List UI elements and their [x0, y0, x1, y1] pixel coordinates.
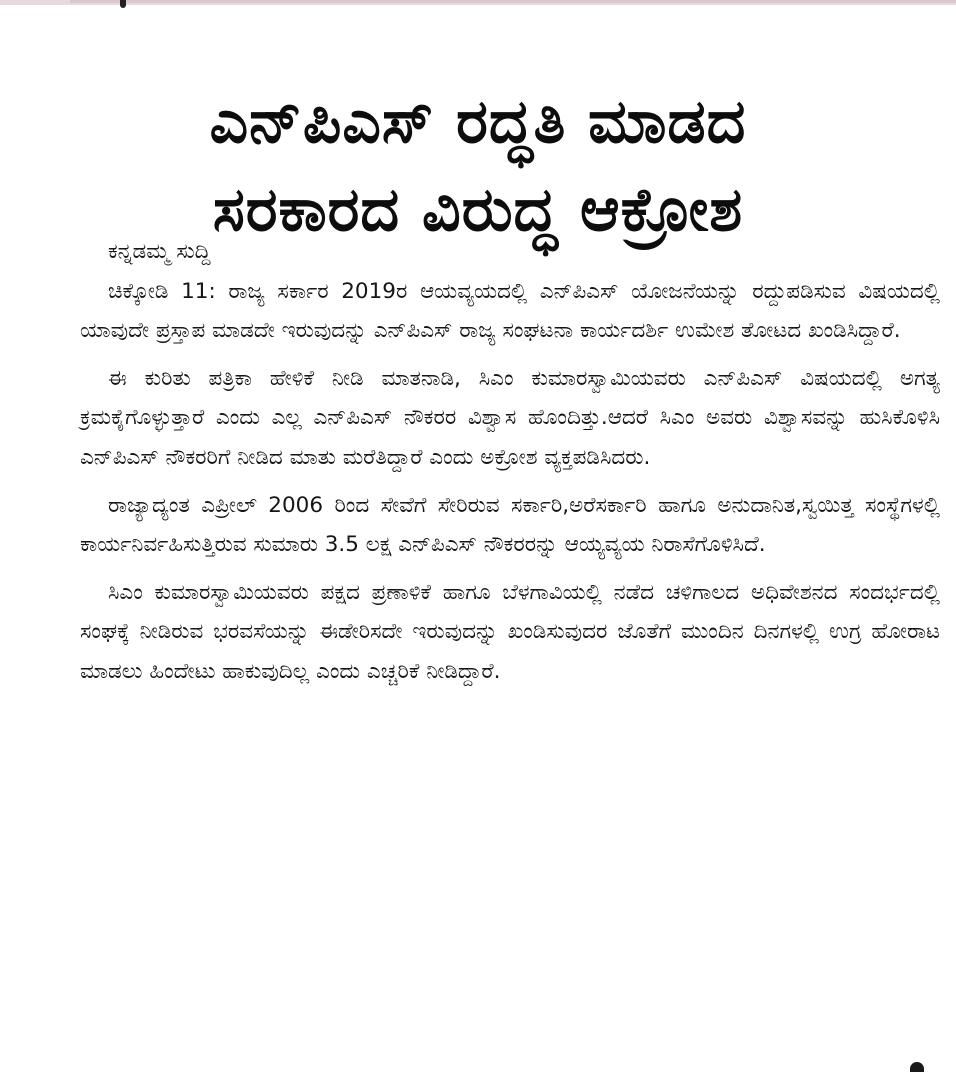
top-border-rule: [0, 0, 956, 5]
byline: ಕನ್ನಡಮ್ಮ ಸುದ್ದಿ: [108, 239, 211, 264]
headline-line-1: ಎನ್‌ಪಿಎಸ್ ರದ್ಧತಿ ಮಾಡದ: [209, 87, 747, 158]
headline: [60, 78, 896, 254]
clipping-fragment: [120, 0, 126, 8]
article-paragraph-4: ಸಿಎಂ ಕುಮಾರಸ್ವಾಮಿಯವರು ಪಕ್ಷದ ಪ್ರಣಾಳಿಕೆ ಹಾಗೂ ಬೆಳಗಾವಿಯಲ್ಲಿ ನಡೆದ ಚಳಿಗಾಲದ ಅಧಿವೇಶನದ ಸಂದರ್ಭದಲ್ಲಿ ಸಂಘಕ್ಕೆ ನೀಡಿರುವ ಭರವಸೆಯನ್ನು ಈಡೇರಿಸದೇ ಇರುವುದನ್ನು ಖಂಡಿಸುವುದರ ಜೊತೆಗೆ ಮುಂದಿನ ದಿನಗಳಲ್ಲಿ ಉಗ್ರ ಹೋರಾಟ ಮಾಡಲು ಹಿಂದೇಟು ಹಾಕುವುದಿಲ್ಲ ಎಂದು ಎಚ್ಚರಿಕೆ ನೀಡಿದ್ದಾರೆ.: [80, 579, 940, 684]
headline-line-2: ಸರಕಾರದ ವಿರುದ್ಧ ಆಕ್ರೋಶ: [212, 175, 744, 246]
article-body: [80, 232, 940, 700]
article-paragraph-2: ಈ ಕುರಿತು ಪತ್ರಿಕಾ ಹೇಳಿಕೆ ನೀಡಿ ಮಾತನಾಡಿ, ಸಿಎಂ ಕುಮಾರಸ್ವಾಮಿಯವರು ಎನ್‌ಪಿಎಸ್ ವಿಷಯದಲ್ಲಿ ಅಗತ್ಯ ಕ್ರಮಕೈಗೊಳ್ಳುತ್ತಾರೆ ಎಂದು ಎಲ್ಲ ಎನ್‌ಪಿಎಸ್ ನೌಕರರ ವಿಶ್ವಾಸ ಹೊಂದಿತ್ತು.ಆದರೆ ಸಿಎಂ ಅವರು ವಿಶ್ವಾಸವನ್ನು ಹುಸಿಕೊಳಿಸಿ ಎನ್‌ಪಿಎಸ್ ನೌಕರರಿಗೆ ನೀಡಿದ ಮಾತು ಮರೆತಿದ್ದಾರೆ ಎಂದು ಅಕ್ರೋಶ ವ್ಯಕ್ತಪಡಿಸಿದರು.: [80, 365, 940, 470]
article-paragraph-3: ರಾಜ್ಯಾದ್ಯಂತ ಎಪ್ರೀಲ್ 2006 ರಿಂದ ಸೇವೆಗೆ ಸೇರಿರುವ ಸರ್ಕಾರಿ,ಅರೆಸರ್ಕಾರಿ ಹಾಗೂ ಅನುದಾನಿತ,ಸ್ವಯಿತ್ತ ಸಂಸ್ಥೆಗಳಲ್ಲಿ ಕಾರ್ಯನಿರ್ವಹಿಸುತ್ತಿರುವ ಸುಮಾರು 3.5 ಲಕ್ಷ ಎನ್‌ಪಿಎಸ್ ನೌಕರರನ್ನು ಆಯ್ಯವ್ಯಯ ನಿರಾಸೆಗೊಳಿಸಿದೆ.: [80, 492, 940, 558]
article-paragraph-1: ಚಿಕ್ಕೋಡಿ 11: ರಾಜ್ಯ ಸರ್ಕಾರ 2019ರ ಆಯವ್ಯಯದಲ್ಲಿ ಎನ್‌ಪಿಎಸ್ ಯೋಜನೆಯನ್ನು ರದ್ದುಪಡಿಸುವ ವಿಷಯದಲ್ಲಿ ಯಾವುದೇ ಪ್ರಸ್ತಾಪ ಮಾಡದೇ ಇರುವುದನ್ನು ಎನ್‌ಪಿಎಸ್ ರಾಜ್ಯ ಸಂಘಟನಾ ಕಾರ್ಯದರ್ಶಿ ಉಮೇಶ ತೋಟದ ಖಂಡಿಸಿದ್ದಾರೆ.: [80, 278, 940, 344]
clipping-fragment-bottom: [910, 1062, 924, 1072]
